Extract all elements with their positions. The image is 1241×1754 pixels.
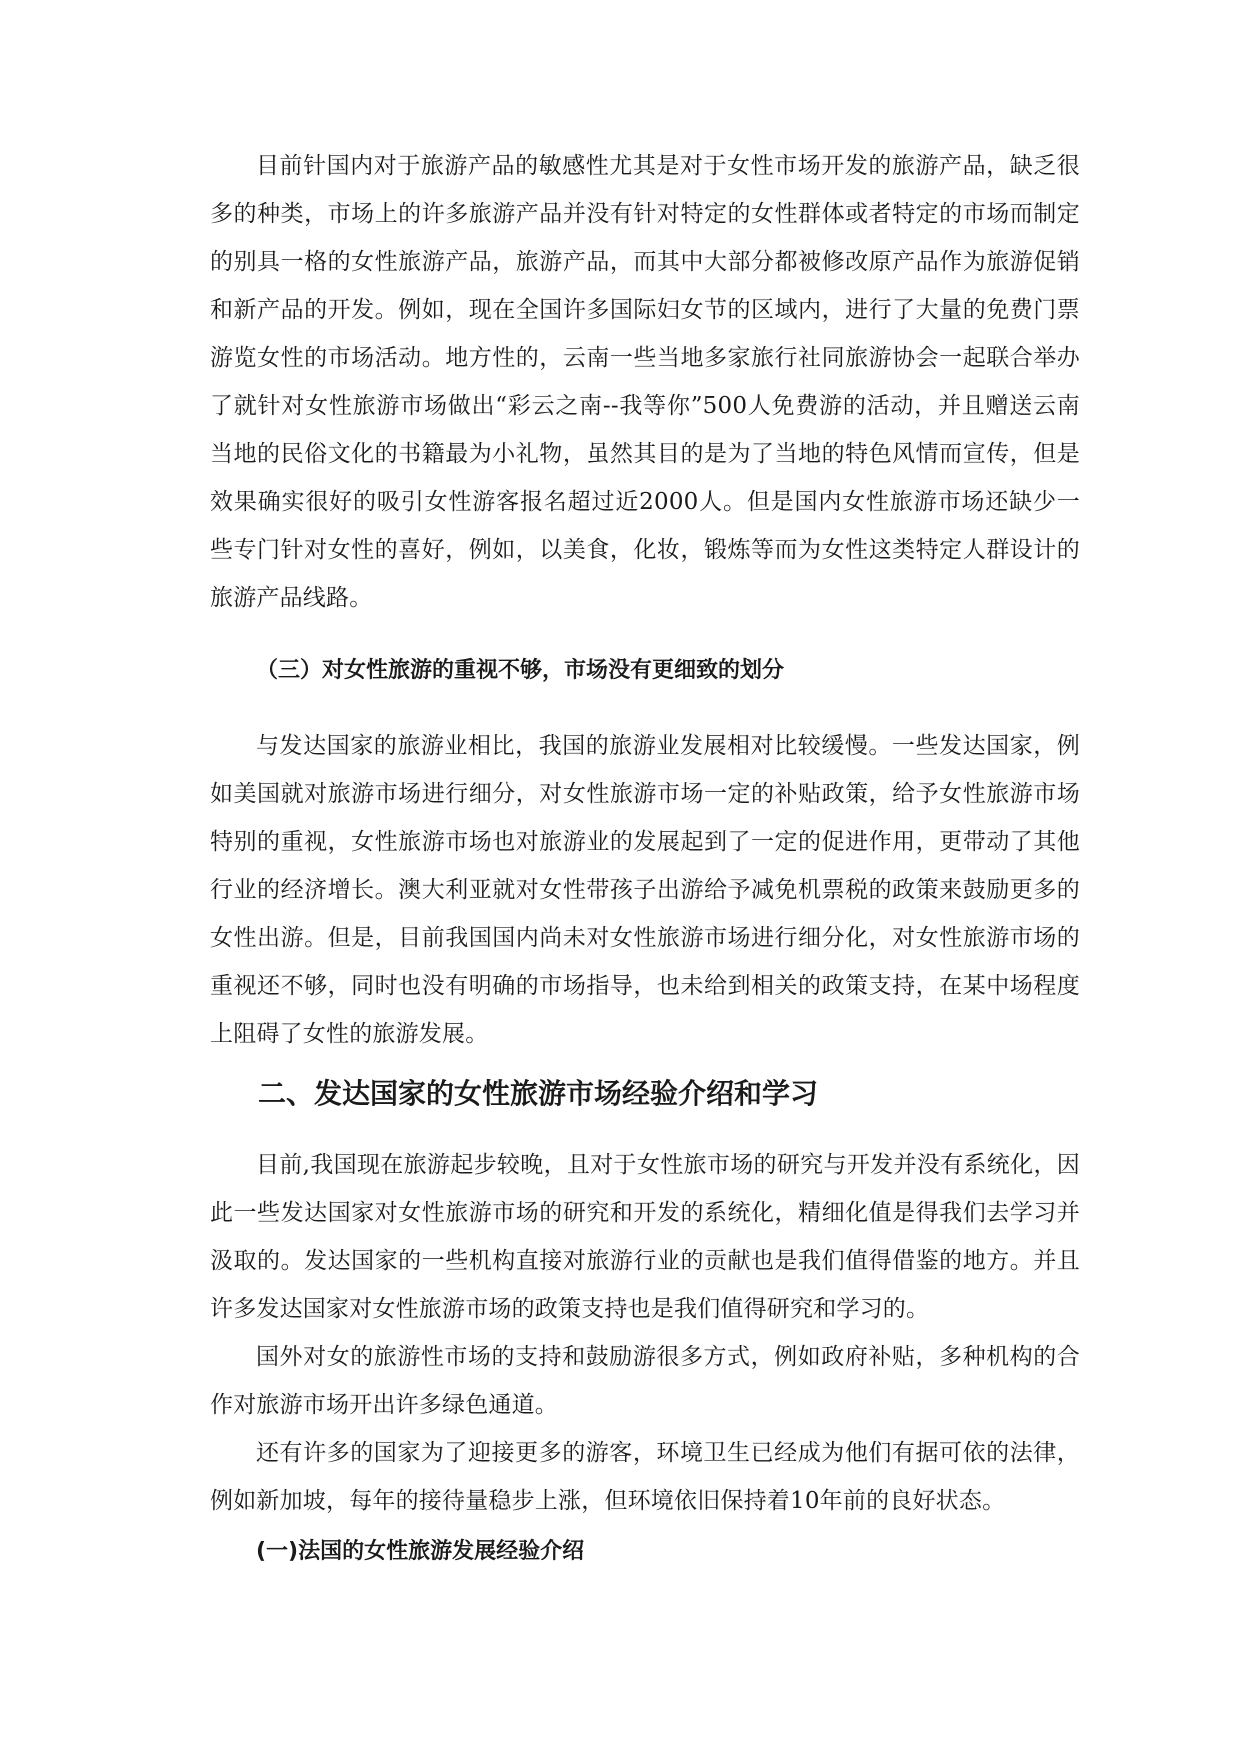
body-paragraph-product-shortage: 目前针国内对于旅游产品的敏感性尤其是对于女性市场开发的旅游产品，缺乏很多的种类，市场上的许多旅游产品并没有针对特定的女性群体或者特定的市场而制定的别具一格的女性旅游产品，旅游产品，而其中大部分都被修改原产品作为旅游促销和新产品的开发。例如，现在全国许多国际妇女节的区域内，进行了大量的免费门票游览女性的市场活动。地方性的，云南一些当地多家旅行社同旅游协会一起联合举办了就针对女性旅游市场做出“彩云之南--我等你”500人免费游的活动，并且赠送云南当地的民俗文化的书籍最为小礼物，虽然其目的是为了当地的特色风情而宣传，但是效果确实很好的吸引女性游客报名超过近2000人。但是国内女性旅游市场还缺少一些专门针对女性的喜好，例如，以美食，化妆，锻炼等而为女性这类特定人群设计的旅游产品线路。 [210, 153, 1080, 611]
subheading-lack-of-attention: （三）对女性旅游的重视不够，市场没有更细致的划分 [256, 658, 785, 683]
subheading-france-experience: (一)法国的女性旅游发展经验介绍 [256, 1539, 585, 1564]
section-heading-developed-countries-experience: 二、发达国家的女性旅游市场经验介绍和学习 [258, 1077, 819, 1110]
body-paragraph-developed-countries-comparison: 与发达国家的旅游业相比，我国的旅游业发展相对比较缓慢。一些发达国家，例如美国就对旅游市场进行细分，对女性旅游市场一定的补贴政策，给予女性旅游市场特别的重视，女性旅游市场也对旅游业的发展起到了一定的促进作用，更带动了其他行业的经济增长。澳大利亚就对女性带孩子出游给予减免机票税的政策来鼓励更多的女性出游。但是，目前我国国内尚未对女性旅游市场进行细分化，对女性旅游市场的重视还不够，同时也没有明确的市场指导，也未给到相关的政策支持，在某中场程度上阻碍了女性的旅游发展。 [210, 733, 1080, 1047]
body-paragraph-foreign-support: 国外对女的旅游性市场的支持和鼓励游很多方式，例如政府补贴，多种机构的合作对旅游市场开出许多绿色通道。 [210, 1344, 1080, 1418]
body-paragraph-systematic-research: 目前,我国现在旅游起步较晚，且对于女性旅市场的研究与开发并没有系统化，因此一些发达国家对女性旅游市场的研究和开发的系统化，精细化值是得我们去学习并汲取的。发达国家的一些机构直接对旅游行业的贡献也是我们值得借鉴的地方。并且许多发达国家对女性旅游市场的政策支持也是我们值得研究和学习的。 [210, 1152, 1080, 1322]
body-paragraph-environment-law: 还有许多的国家为了迎接更多的游客，环境卫生已经成为他们有据可依的法律，例如新加坡，每年的接待量稳步上涨，但环境依旧保持着10年前的良好状态。 [210, 1440, 1080, 1514]
